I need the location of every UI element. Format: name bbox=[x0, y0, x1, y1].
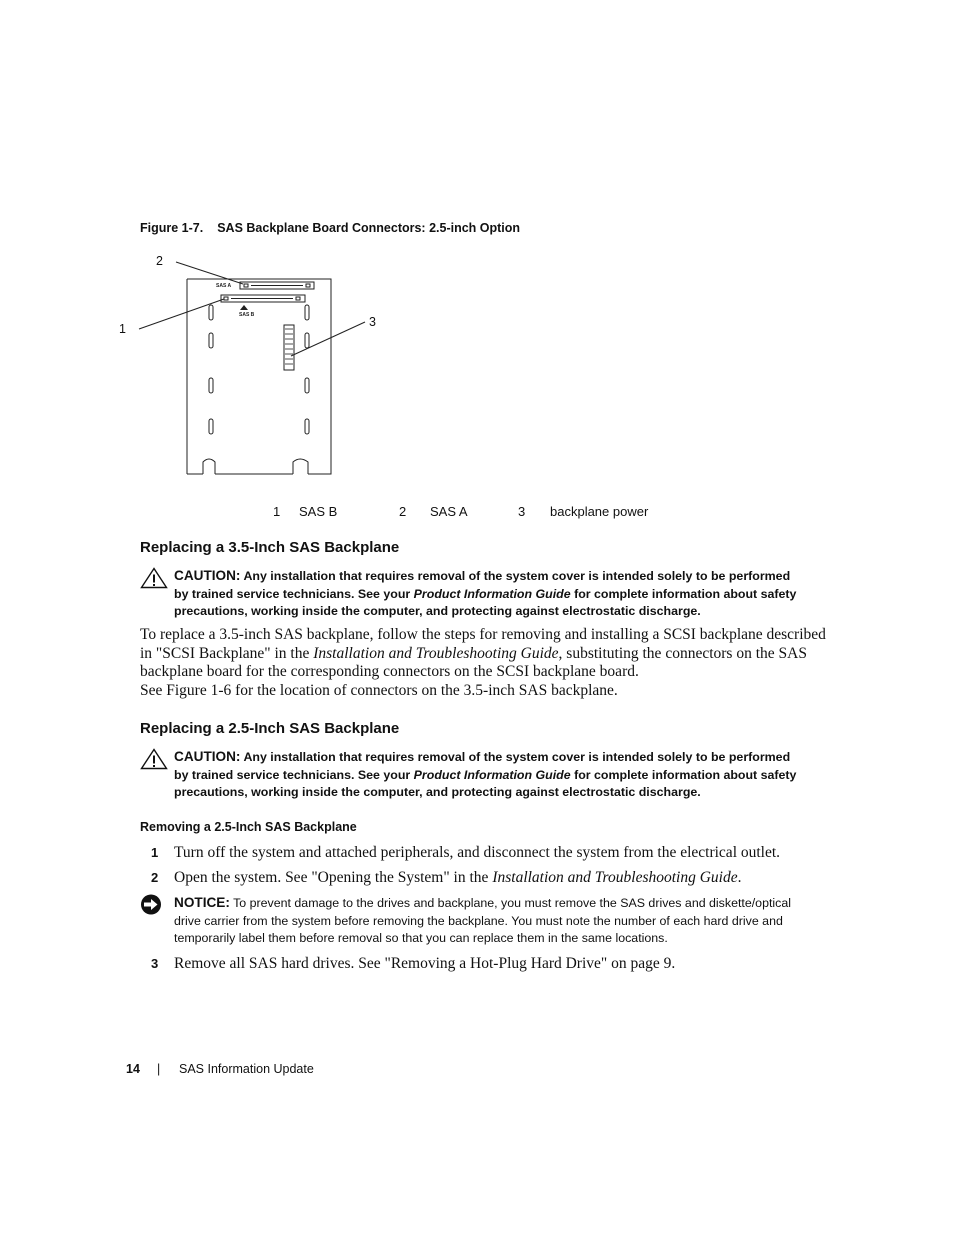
caution-body-end: for complete information about safety precautions, working inside the computer, and protecting against electrostatic discharge. bbox=[174, 767, 797, 799]
section-heading-3-5-inch: Replacing a 3.5-Inch SAS Backplane bbox=[140, 539, 400, 556]
caution-block-2 bbox=[140, 748, 800, 802]
legend-text-1: SAS B bbox=[299, 504, 338, 519]
para-text: To replace a 3.5-inch SAS backplane, follow the steps for removing and installing a SCSI backplane described in "SCSI Backplane" in the bbox=[140, 626, 826, 662]
step-number: 2 bbox=[151, 870, 159, 885]
legend-text-3: backplane power bbox=[550, 504, 649, 519]
step-text: Turn off the system and attached peripherals, and disconnect the system from the electrical outlet. bbox=[174, 844, 781, 861]
install-guide-ref: Installation and Troubleshooting Guide bbox=[492, 869, 738, 886]
product-info-guide-ref: Product Information Guide bbox=[413, 767, 571, 782]
footer-separator: | bbox=[157, 1062, 161, 1076]
para-line-2: See Figure 1-6 for the location of connectors on the 3.5-inch SAS backplane. bbox=[140, 681, 618, 699]
sas-b-arrow-icon bbox=[240, 305, 248, 310]
notice-arrow-icon bbox=[140, 894, 164, 916]
sas-b-board-label: SAS B bbox=[239, 312, 255, 318]
legend-num-3: 3 bbox=[518, 504, 526, 519]
legend-num-2: 2 bbox=[399, 504, 407, 519]
para-text-end: , substituting the connectors on the SAS backplane board for the corresponding connectors on the SCSI backplane board. bbox=[140, 644, 807, 681]
footer-title: SAS Information Update bbox=[179, 1062, 314, 1076]
step-text: Remove all SAS hard drives. See "Removing a Hot-Plug Hard Drive" on page 9. bbox=[174, 955, 676, 972]
caution-text-1 bbox=[174, 567, 800, 621]
section-heading-2-5-inch: Replacing a 2.5-Inch SAS Backplane bbox=[140, 720, 400, 737]
caution-block-1 bbox=[140, 567, 800, 621]
step-1 bbox=[140, 843, 840, 862]
callout-1: 1 bbox=[119, 322, 126, 336]
callout-2: 2 bbox=[156, 254, 163, 268]
notice-lead: NOTICE: bbox=[174, 895, 230, 910]
step-3 bbox=[140, 954, 840, 973]
caution-lead: CAUTION: bbox=[174, 568, 241, 583]
step-2 bbox=[140, 868, 840, 887]
callout-3: 3 bbox=[369, 315, 376, 329]
power-connector bbox=[284, 325, 294, 370]
backplane-diagram bbox=[0, 0, 954, 500]
caution-body-end: for complete information about safety precautions, working inside the computer, and protecting against electrostatic discharge. bbox=[174, 586, 797, 618]
notice-text bbox=[174, 894, 810, 948]
figure-title: SAS Backplane Board Connectors: 2.5-inch Option bbox=[217, 221, 521, 235]
product-info-guide-ref: Product Information Guide bbox=[413, 586, 571, 601]
step-number: 3 bbox=[151, 956, 159, 971]
figure-label: Figure 1-7. bbox=[140, 221, 204, 235]
notice-body: To prevent damage to the drives and backplane, you must remove the SAS drives and diskette/optical drive carrier from the system before removing the backplane. You must note the number of each hard drive and temporarily label them before removal so that you can replace them in the same locations. bbox=[174, 896, 792, 945]
step-text-end: . bbox=[737, 869, 742, 886]
replace-3-5-paragraph bbox=[140, 626, 830, 700]
step-text: Open the system. See "Opening the System" in the bbox=[174, 869, 489, 886]
sas-a-board-label: SAS A bbox=[216, 283, 232, 289]
notice-block bbox=[140, 894, 810, 948]
caution-triangle-icon bbox=[140, 748, 168, 770]
caution-body: Any installation that requires removal of the system cover is intended solely to be performed by trained service technicians. See your bbox=[174, 750, 791, 782]
subheading-removing: Removing a 2.5-Inch SAS Backplane bbox=[140, 820, 357, 834]
install-guide-ref: Installation and Troubleshooting Guide bbox=[313, 644, 559, 662]
caution-lead: CAUTION: bbox=[174, 749, 241, 764]
caution-body: Any installation that requires removal of the system cover is intended solely to be performed by trained service technicians. See your bbox=[174, 569, 791, 601]
step-number: 1 bbox=[151, 845, 159, 860]
page-number: 14 bbox=[126, 1062, 140, 1076]
legend-text-2: SAS A bbox=[430, 504, 468, 519]
legend-num-1: 1 bbox=[273, 504, 281, 519]
caution-text-2 bbox=[174, 748, 800, 802]
caution-triangle-icon bbox=[140, 567, 168, 589]
